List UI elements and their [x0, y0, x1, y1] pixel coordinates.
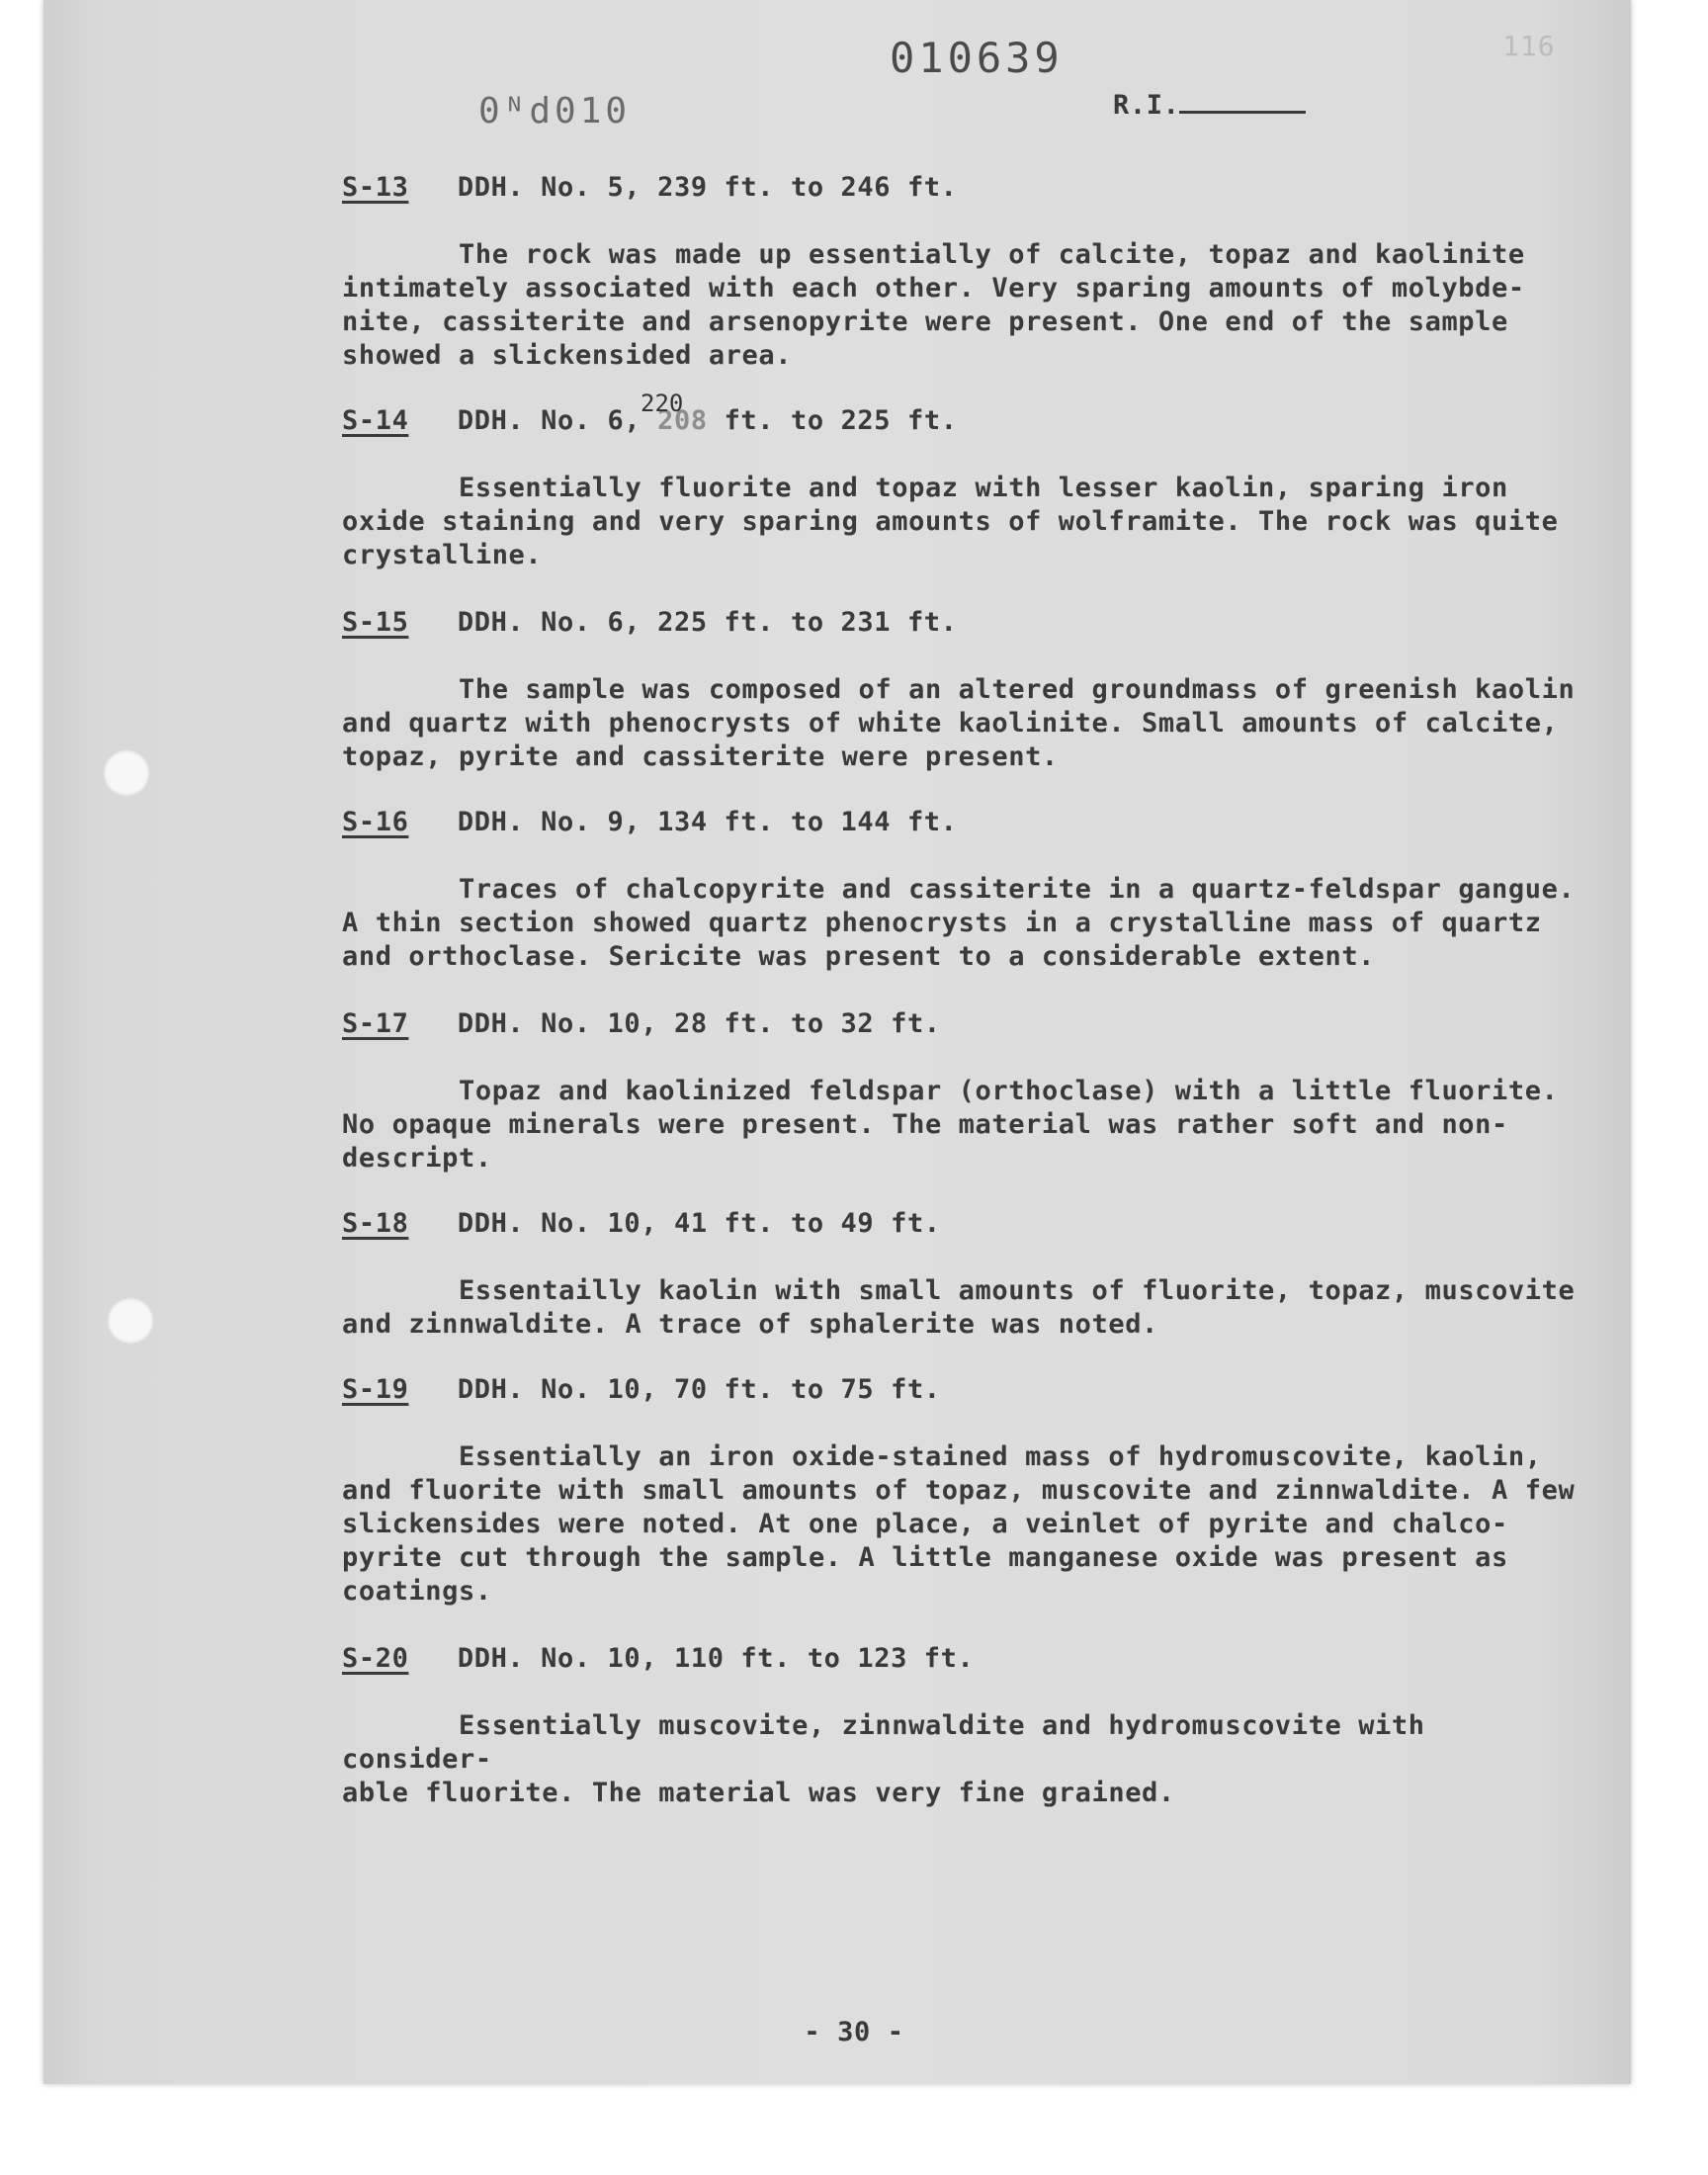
sample-id: S-18	[342, 1208, 409, 1239]
sample-description: Essentially muscovite, zinnwaldite and hydromuscovite with consider- able fluorite. The material was very fine grained.	[342, 1710, 1425, 1808]
sample-s20	[342, 1643, 1587, 1810]
drill-hole-interval: DDH. No. 10, 70 ft. to 75 ft.	[457, 1374, 941, 1405]
sample-description: Essentially fluorite and topaz with lesser kaolin, sparing iron oxide staining and very sparing amounts of wolframite. The rock was quite crystalline.	[342, 473, 1559, 570]
ri-blank-line	[1179, 89, 1306, 114]
drill-hole-interval: DDH. No. 9, 134 ft. to 144 ft.	[457, 807, 958, 837]
sample-heading	[342, 1208, 1587, 1239]
sample-description: Topaz and kaolinized feldspar (orthoclase) with a little fluorite. No opaque minerals were present. The material was rather soft and non- descript.	[342, 1076, 1559, 1174]
sample-heading	[342, 807, 1587, 837]
sample-description: The rock was made up essentially of calcite, topaz and kaolinite intimately associated with each other. Very sparing amounts of molybde- nite, cassiterite and arsenopyrite were present. One end of the sample showed a slickensided area.	[342, 239, 1525, 371]
sample-heading	[342, 607, 1587, 638]
drill-hole-interval: DDH. No. 6, 225 ft. to 231 ft.	[457, 607, 958, 638]
sample-heading	[342, 405, 1587, 436]
sample-s18	[342, 1208, 1587, 1342]
struck-depth: 208	[657, 405, 708, 436]
sample-id: S-20	[342, 1643, 409, 1674]
sample-s19	[342, 1374, 1587, 1609]
punch-hole-upper	[103, 749, 150, 797]
drill-hole-prefix: DDH. No. 6,	[457, 405, 641, 436]
sample-id: S-15	[342, 607, 409, 638]
sample-id: S-16	[342, 807, 409, 837]
sample-s13	[342, 172, 1587, 373]
ri-label: R.I.	[1113, 90, 1180, 121]
sample-heading	[342, 1008, 1587, 1039]
drill-hole-interval: DDH. No. 10, 28 ft. to 32 ft.	[457, 1008, 941, 1039]
handwritten-depth-correction: 220	[640, 390, 684, 417]
archive-stamp-number: 010639	[890, 34, 1064, 82]
drill-hole-interval: DDH. No. 10, 110 ft. to 123 ft.	[457, 1643, 975, 1674]
sample-description: The sample was composed of an altered groundmass of greenish kaolin and quartz with phenocrysts of white kaolinite. Small amounts of calcite, topaz, pyrite and cassiterite were present.	[342, 674, 1576, 772]
corner-page-number: 116	[1502, 30, 1556, 62]
sample-s17	[342, 1008, 1587, 1175]
sample-description: Essentailly kaolin with small amounts of fluorite, topaz, muscovite and zinnwaldite. A trace of sphalerite was noted.	[342, 1275, 1576, 1340]
sample-s15	[342, 607, 1587, 774]
drill-hole-interval: DDH. No. 10, 41 ft. to 49 ft.	[457, 1208, 941, 1239]
sample-description: Essentially an iron oxide-stained mass of hydromuscovite, kaolin, and fluorite with small amounts of topaz, muscovite and zinnwaldite. A few slickensides were noted. At one place, a veinlet of pyrite and chalco- pyrite cut through the sample. A little manganese oxide was present as coatings.	[342, 1441, 1576, 1607]
sample-description: Traces of chalcopyrite and cassiterite in a quartz-feldspar gangue. A thin section showed quartz phenocrysts in a crystalline mass of quartz and orthoclase. Sericite was present to a considerable extent.	[342, 874, 1576, 972]
sample-heading	[342, 1643, 1587, 1674]
sample-id: S-19	[342, 1374, 409, 1405]
ri-field	[1113, 89, 1306, 121]
drill-hole-interval: DDH. No. 5, 239 ft. to 246 ft.	[457, 172, 958, 203]
sample-id: S-14	[342, 405, 409, 436]
sample-id: S-13	[342, 172, 409, 203]
punch-hole-lower	[107, 1297, 154, 1345]
sample-heading	[342, 172, 1587, 203]
page-number: - 30 -	[804, 2017, 904, 2047]
sample-s16	[342, 807, 1587, 974]
sample-id: S-17	[342, 1008, 409, 1039]
sample-s14	[342, 405, 1587, 572]
sample-heading	[342, 1374, 1587, 1405]
archive-stamp-left: 0ᴺd010	[478, 91, 632, 131]
drill-hole-suffix: ft. to 225 ft.	[724, 405, 958, 436]
